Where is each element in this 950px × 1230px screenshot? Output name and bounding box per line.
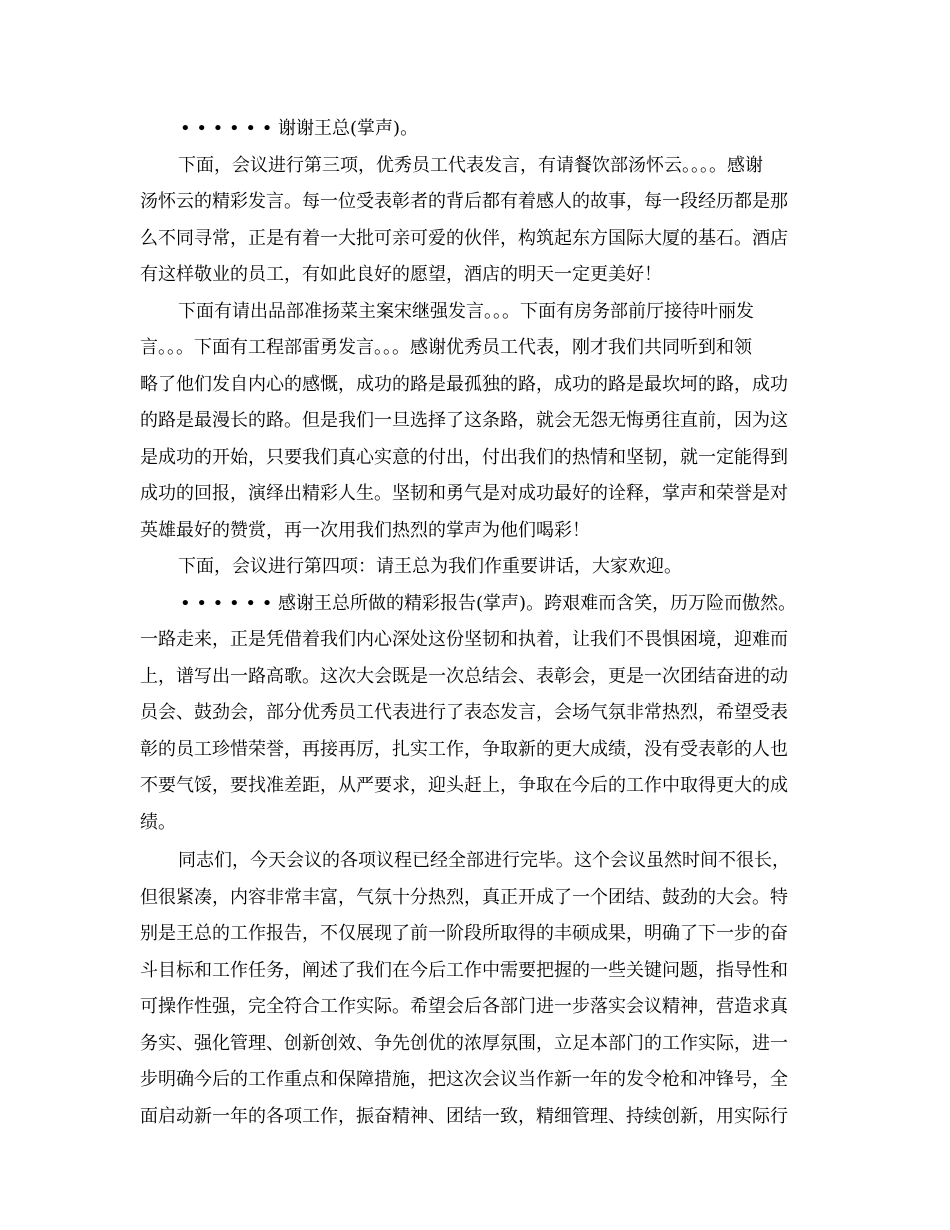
text-line: 彰的员工珍惜荣誉，再接再厉，扎实工作，争取新的更大成绩，没有受表彰的人也	[140, 739, 788, 760]
text-line: 可操作性强，完全符合工作实际。希望会后各部门进一步落实会议精神，营造求真	[140, 996, 788, 1017]
text-line: • • • • • • 谢谢王总(掌声)。	[180, 118, 419, 139]
text-line: 下面，会议进行第四项：请王总为我们作重要讲话，大家欢迎。	[178, 556, 682, 577]
text-line: 同志们，今天会议的各项议程已经全部进行完毕。这个会议虽然时间不很长，	[178, 850, 790, 871]
text-line: 一路走来，正是凭借着我们内心深处这份坚韧和执着，让我们不畏惧困境，迎难而	[140, 629, 788, 650]
text-line: 是成功的开始，只要我们真心实意的付出，付出我们的热情和坚韧，就一定能得到	[140, 447, 788, 468]
text-line: 的路是最漫长的路。但是我们一旦选择了这条路，就会无怨无悔勇往直前，因为这	[140, 410, 788, 431]
text-line: 但很紧凑，内容非常丰富，气氛十分热烈，真正开成了一个团结、鼓劲的大会。特	[140, 887, 788, 908]
text-line: 员会、鼓劲会，部分优秀员工代表进行了表态发言，会场气氛非常热烈，希望受表	[140, 702, 788, 723]
text-line: 下面，会议进行第三项，优秀员工代表发言，有请餐饮部汤怀云。。。。感谢	[178, 155, 763, 176]
text-line: 有这样敬业的员工，有如此良好的愿望，酒店的明天一定更美好！	[140, 264, 662, 285]
text-line: 下面有请出品部准扬菜主案宋继强发言。。。下面有房务部前厅接待叶丽发	[178, 301, 754, 322]
text-line: 面启动新一年的各项工作，振奋精神、团结一致，精细管理、持续创新，用实际行	[140, 1106, 788, 1127]
text-line: 上，谱写出一路高歌。这次大会既是一次总结会、表彰会，更是一次团结奋进的动	[140, 666, 788, 687]
text-line: 不要气馁，要找准差距，从严要求，迎头赶上，争取在今后的工作中取得更大的成	[140, 775, 788, 796]
text-line: 么不同寻常，正是有着一大批可亲可爱的伙伴，构筑起东方国际大厦的基石。酒店	[140, 228, 788, 249]
text-line: 别是王总的工作报告，不仅展现了前一阶段所取得的丰硕成果，明确了下一步的奋	[140, 923, 788, 944]
text-line: 斗目标和工作任务，阐述了我们在今后工作中需要把握的一些关键问题，指导性和	[140, 960, 788, 981]
text-line: 步明确今后的工作重点和保障措施，把这次会议当作新一年的发令枪和冲锋号，全	[140, 1069, 788, 1090]
text-line: 汤怀云的精彩发言。每一位受表彰者的背后都有着感人的故事，每一段经历都是那	[140, 191, 788, 212]
text-line: 略了他们发自内心的感慨，成功的路是最孤独的路，成功的路是最坎坷的路，成功	[140, 374, 788, 395]
text-line: • • • • • • 感谢王总所做的精彩报告(掌声)。跨艰难而含笑，历万险而傲然。	[180, 593, 797, 614]
text-line: 言。。。下面有工程部雷勇发言。。。感谢优秀员工代表，刚才我们共同听到和领	[140, 337, 752, 358]
text-line: 务实、强化管理、创新创效、争先创优的浓厚氛围，立足本部门的工作实际，进一	[140, 1033, 788, 1054]
text-line: 英雄最好的赞赏，再一次用我们热烈的掌声为他们喝彩！	[140, 520, 590, 541]
text-line: 成功的回报，演绎出精彩人生。坚韧和勇气是对成功最好的诠释，掌声和荣誉是对	[140, 483, 788, 504]
text-line: 绩。	[140, 812, 176, 833]
